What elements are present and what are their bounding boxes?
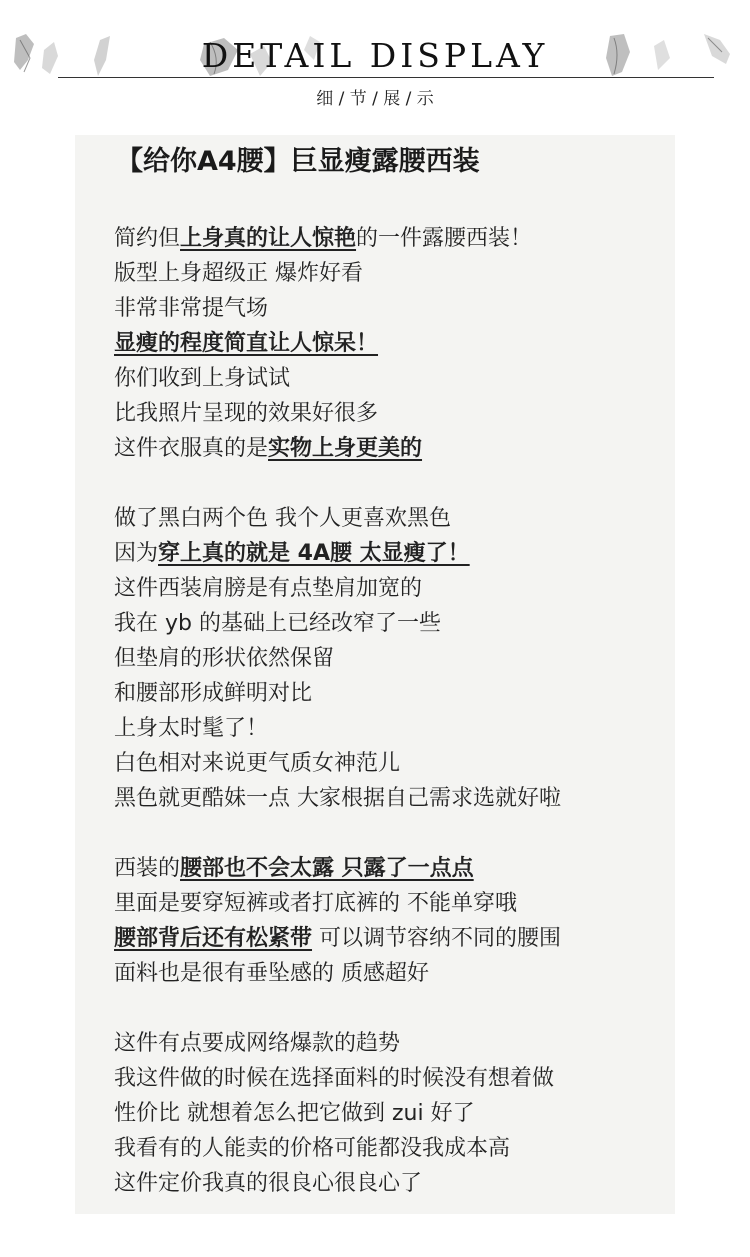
text-line bbox=[114, 326, 670, 361]
text-segment: 西装的 bbox=[114, 856, 181, 881]
text-segment: 可以调节容纳不同的腰围 bbox=[312, 926, 562, 951]
paragraph-break bbox=[114, 991, 670, 1026]
text-segment: 黑色就更酷妹一点 大家根据自己需求选就好啦 bbox=[114, 786, 561, 811]
text-segment: 简约但 bbox=[114, 226, 181, 251]
text-segment: 面料也是很有垂坠感的 质感超好 bbox=[114, 961, 429, 986]
text-line bbox=[114, 956, 670, 991]
text-line bbox=[114, 396, 670, 431]
paragraph-break bbox=[114, 466, 670, 501]
text-line bbox=[114, 1026, 670, 1061]
text-segment: 白色相对来说更气质女神范儿 bbox=[114, 751, 401, 776]
text-segment: 里面是要穿短裤或者打底裤的 不能单穿哦 bbox=[114, 891, 517, 916]
text-line bbox=[114, 291, 670, 326]
text-line bbox=[114, 746, 670, 781]
text-segment: 非常非常提气场 bbox=[114, 296, 269, 321]
text-line bbox=[114, 851, 670, 886]
text-segment: 和腰部形成鲜明对比 bbox=[114, 681, 313, 706]
text-line bbox=[114, 1061, 670, 1096]
emphasized-text: 穿上真的就是 4A腰 太显瘦了！ bbox=[158, 541, 470, 566]
text-line bbox=[114, 886, 670, 921]
text-line bbox=[114, 256, 670, 291]
text-segment: 但垫肩的形状依然保留 bbox=[114, 646, 335, 671]
text-segment: 我在 yb 的基础上已经改窄了一些 bbox=[114, 611, 441, 636]
text-line bbox=[114, 781, 670, 816]
text-segment: 这件有点要成网络爆款的趋势 bbox=[114, 1031, 401, 1056]
text-line bbox=[114, 571, 670, 606]
text-segment: 这件定价我真的很良心很良心了 bbox=[114, 1171, 423, 1196]
detail-display-header bbox=[0, 0, 750, 120]
emphasized-text: 实物上身更美的 bbox=[268, 436, 423, 461]
text-segment: 的一件露腰西装！ bbox=[356, 226, 533, 251]
text-segment: 我这件做的时候在选择面料的时候没有想着做 bbox=[114, 1066, 555, 1091]
detail-display-subtitle: 细 / 节 / 展 / 示 bbox=[316, 89, 434, 109]
text-segment: 上身太时髦了！ bbox=[114, 716, 269, 741]
text-line bbox=[114, 921, 670, 956]
detail-display-title: DETAIL DISPLAY bbox=[201, 36, 549, 75]
description-text bbox=[114, 221, 670, 1201]
text-line bbox=[114, 711, 670, 746]
emphasized-text: 腰部也不会太露 只露了一点点 bbox=[180, 856, 474, 881]
text-segment: 你们收到上身试试 bbox=[114, 366, 291, 391]
text-line bbox=[114, 1096, 670, 1131]
text-line bbox=[114, 501, 670, 536]
text-line bbox=[114, 606, 670, 641]
text-segment: 版型上身超级正 爆炸好看 bbox=[114, 261, 363, 286]
text-line bbox=[114, 676, 670, 711]
text-segment: 做了黑白两个色 我个人更喜欢黑色 bbox=[114, 506, 451, 531]
text-line bbox=[114, 641, 670, 676]
text-line bbox=[114, 361, 670, 396]
text-segment: 比我照片呈现的效果好很多 bbox=[114, 401, 379, 426]
text-segment: 性价比 就想着怎么把它做到 zui 好了 bbox=[114, 1101, 475, 1126]
text-line bbox=[114, 431, 670, 466]
text-line bbox=[114, 536, 670, 571]
text-line bbox=[114, 1131, 670, 1166]
text-line bbox=[114, 221, 670, 256]
text-line bbox=[114, 1166, 670, 1201]
header-divider bbox=[58, 77, 714, 78]
text-segment: 这件西装肩膀是有点垫肩加宽的 bbox=[114, 576, 423, 601]
emphasized-text: 上身真的让人惊艳 bbox=[180, 226, 357, 251]
text-segment: 我看有的人能卖的价格可能都没我成本高 bbox=[114, 1136, 511, 1161]
text-segment: 因为 bbox=[114, 541, 159, 566]
emphasized-text: 腰部背后还有松紧带 bbox=[114, 926, 313, 951]
paragraph-break bbox=[114, 816, 670, 851]
text-segment: 这件衣服真的是 bbox=[114, 436, 269, 461]
product-title: 【给你A4腰】巨显瘦露腰西装 bbox=[116, 146, 480, 177]
emphasized-text: 显瘦的程度简直让人惊呆！ bbox=[114, 331, 379, 356]
